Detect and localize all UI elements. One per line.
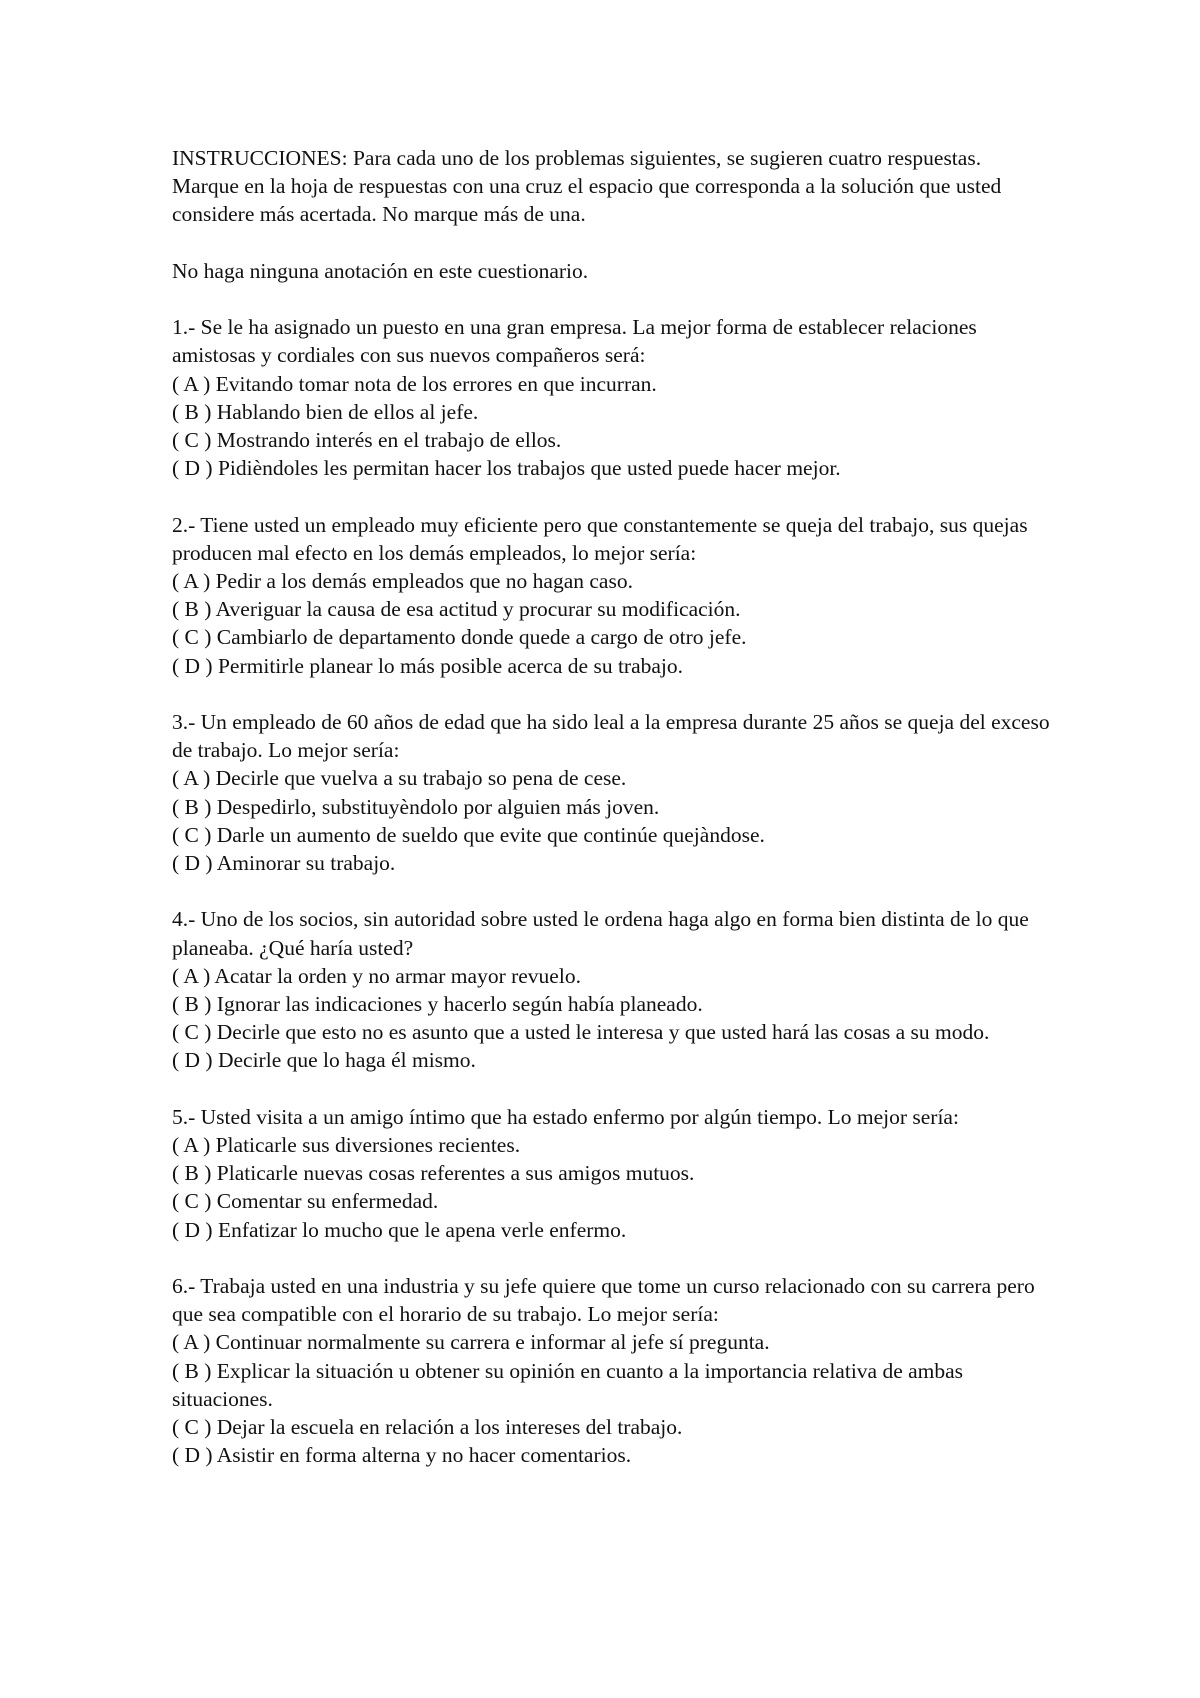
option-b: ( B ) Explicar la situación u obtener su opinión en cuanto a la importancia relativa de ambas situaciones. [172,1358,964,1411]
option-c: ( C ) Cambiarlo de departamento donde quede a cargo de otro jefe. [172,625,747,650]
question-text: 3.- Un empleado de 60 años de edad que ha sido leal a la empresa durante 25 años se queja del exceso de trabajo. Lo mejor sería: [172,710,1050,763]
option-c: ( C ) Mostrando interés en el trabajo de ellos. [172,428,562,452]
question-6 [172,1272,1052,1469]
questionnaire-body [172,144,1052,1498]
option-d: ( D ) Permitirle planear lo más posible acerca de su trabajo. [172,653,684,678]
option-list [172,1328,1052,1469]
option-d: ( D ) Decirle que lo haga él mismo. [172,1048,476,1073]
question-text: 4.- Uno de los socios, sin autoridad sobre usted le ordena haga algo en forma bien distinta de lo que planeaba. ¿Qué haría usted? [172,907,1029,960]
option-d: ( D ) Enfatizar lo mucho que le apena verle enfermo. [172,1217,627,1242]
option-a: ( A ) Pedir a los demás empleados que no hagan caso. [172,569,633,593]
option-d: ( D ) Aminorar su trabajo. [172,851,396,876]
option-list [172,370,1052,483]
question-text: 2.- Tiene usted un empleado muy eficiente pero que constantemente se queja del trabajo, sus quejas producen mal efecto en los demás empleados, lo mejor sería: [172,512,1028,565]
option-a: ( A ) Continuar normalmente su carrera e informar al jefe sí pregunta. [172,1330,770,1355]
option-a: ( A ) Evitando tomar nota de los errores en que incurran. [172,371,657,396]
option-c: ( C ) Comentar su enfermedad. [172,1189,439,1214]
option-c: ( C ) Decirle que esto no es asunto que a usted le interesa y que usted hará las cosas a su modo. [172,1020,990,1045]
option-b: ( B ) Averiguar la causa de esa actitud y procurar su modificación. [172,597,741,622]
option-b: ( B ) Hablando bien de ellos al jefe. [172,399,479,424]
option-d: ( D ) Asistir en forma alterna y no hacer comentarios. [172,1443,632,1468]
question-text: 6.- Trabaja usted en una industria y su jefe quiere que tome un curso relacionado con su carrera pero que sea compatible con el horario de su trabajo. Lo mejor sería: [172,1274,1035,1327]
option-list [172,962,1052,1075]
question-2 [172,511,1052,680]
option-b: ( B ) Platicarle nuevas cosas referentes a sus amigos mutuos. [172,1161,695,1186]
question-text: 5.- Usted visita a un amigo íntimo que ha estado enfermo por algún tiempo. Lo mejor sería: [172,1104,959,1129]
note-paragraph: No haga ninguna anotación en este cuestionario. [172,258,589,283]
option-a: ( A ) Decirle que vuelva a su trabajo so pena de cese. [172,766,627,791]
option-c: ( C ) Dejar la escuela en relación a los intereses del trabajo. [172,1415,683,1440]
question-1 [172,313,1052,482]
question-5 [172,1103,1052,1244]
option-list [172,764,1052,877]
option-list [172,1131,1052,1244]
option-c: ( C ) Darle un aumento de sueldo que evite que continúe quejàndose. [172,822,765,847]
option-a: ( A ) Acatar la orden y no armar mayor revuelo. [172,963,581,988]
option-list [172,567,1052,680]
option-b: ( B ) Despedirlo, substituyèndolo por alguien más joven. [172,794,660,819]
question-4 [172,905,1052,1074]
instructions-paragraph: INSTRUCCIONES: Para cada uno de los problemas siguientes, se sugieren cuatro respuestas. Marque en la hoja de respuestas con una cruz el espacio que corresponda a la solución que usted considere más acertada. No marque más de una. [172,146,1002,227]
question-3 [172,708,1052,877]
question-text: 1.- Se le ha asignado un puesto en una gran empresa. La mejor forma de establecer relaciones amistosas y cordiales con sus nuevos compañeros será: [172,315,977,368]
option-a: ( A ) Platicarle sus diversiones recientes. [172,1133,521,1158]
option-b: ( B ) Ignorar las indicaciones y hacerlo según había planeado. [172,992,703,1017]
option-d: ( D ) Pidièndoles les permitan hacer los trabajos que usted puede hacer mejor. [172,456,841,481]
